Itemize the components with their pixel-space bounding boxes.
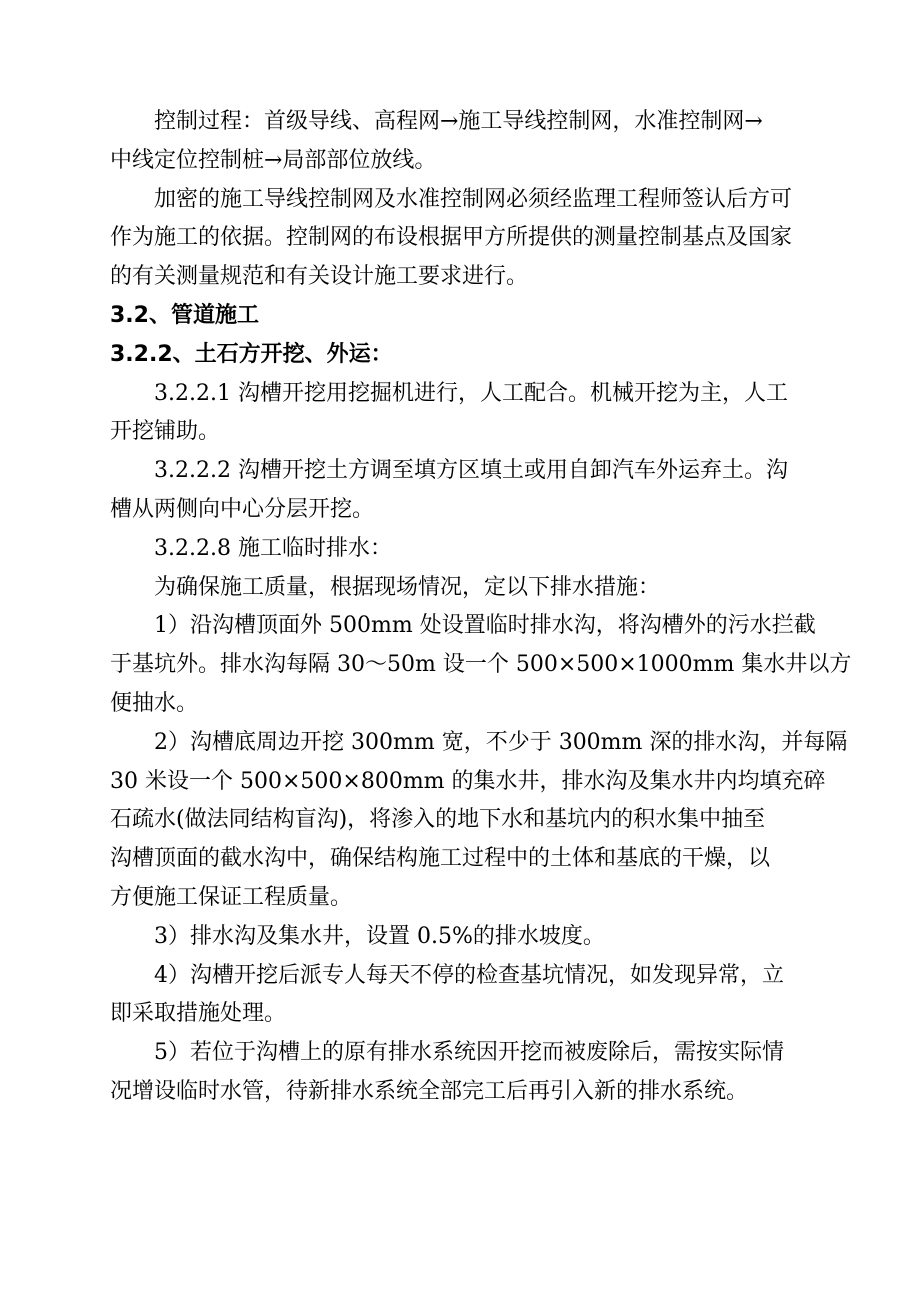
text-line: 4）沟槽开挖后派专人每天不停的检查基坑情况，如发现异常，立 <box>154 962 784 988</box>
text-line: 于基坑外。排水沟每隔 30～50m 设一个 500×500×1000mm 集水井以方 <box>110 652 852 678</box>
text-line: 2）沟槽底周边开挖 300mm 宽，不少于 300mm 深的排水沟，并每隔 <box>154 729 848 755</box>
paragraph-measure-4 <box>110 957 830 1035</box>
text-line: 沟槽顶面的截水沟中，确保结构施工过程中的土体和基底的干燥，以 <box>110 846 771 872</box>
paragraph-drainage-intro <box>110 569 830 608</box>
text-line: 况增设临时水管，待新排水系统全部完工后再引入新的排水系统。 <box>110 1078 749 1104</box>
text-line: 1）沿沟槽顶面外 500mm 处设置临时排水沟，将沟槽外的污水拦截 <box>154 613 816 639</box>
paragraph-measure-3 <box>110 918 830 957</box>
paragraph-measure-5 <box>110 1034 830 1112</box>
text-line: 石疏水(做法同结构盲沟)，将渗入的地下水和基坑内的积水集中抽至 <box>110 807 766 833</box>
text-line: 的有关测量规范和有关设计施工要求进行。 <box>110 264 529 290</box>
text-line: 即采取措施处理。 <box>110 1001 287 1027</box>
paragraph-measure-2 <box>110 724 848 918</box>
paragraph-control-network <box>110 181 830 297</box>
text-line: 中线定位控制桩→局部部位放线。 <box>110 147 437 173</box>
text-line: 开挖铺助。 <box>110 419 221 445</box>
text-line: 30 米设一个 500×500×800mm 的集水井，排水沟及集水井内均填充碎 <box>110 768 826 794</box>
text-line: 3.2.2.2 沟槽开挖土方调至填方区填土或用自卸汽车外运弃土。沟 <box>154 458 788 484</box>
text-line: 加密的施工导线控制网及水准控制网必须经监理工程师签认后方可 <box>154 186 793 212</box>
text-line: 控制过程：首级导线、高程网→施工导线控制网，水准控制网→ <box>154 109 763 134</box>
section-heading-pipeline <box>110 297 830 336</box>
document-body <box>110 103 852 1112</box>
text-line: 为确保施工质量，根据现场情况，定以下排水措施： <box>154 574 661 600</box>
text-line: 方便施工保证工程质量。 <box>110 884 353 910</box>
text-line: 3.2.2.8 施工临时排水： <box>154 535 392 561</box>
paragraph-3-2-2-1 <box>110 375 830 453</box>
text-line: 3.2.2.1 沟槽开挖用挖掘机进行，人工配合。机械开挖为主，人工 <box>154 380 788 406</box>
text-line: 便抽水。 <box>110 690 199 716</box>
heading-text: 3.2、管道施工 <box>110 302 259 328</box>
heading-text: 3.2.2、土石方开挖、外运： <box>110 341 393 367</box>
subsection-heading-earthwork <box>110 336 830 375</box>
paragraph-3-2-2-8 <box>110 530 830 569</box>
text-line: 槽从两侧向中心分层开挖。 <box>110 496 375 522</box>
text-line: 3）排水沟及集水井，设置 0.5%的排水坡度。 <box>154 923 605 949</box>
paragraph-3-2-2-2 <box>110 452 830 530</box>
text-line: 作为施工的依据。控制网的布设根据甲方所提供的测量控制基点及国家 <box>110 225 793 251</box>
paragraph-measure-1 <box>110 607 852 723</box>
text-line: 5）若位于沟槽上的原有排水系统因开挖而被废除后，需按实际情 <box>154 1040 784 1066</box>
paragraph-control-process <box>110 103 830 181</box>
